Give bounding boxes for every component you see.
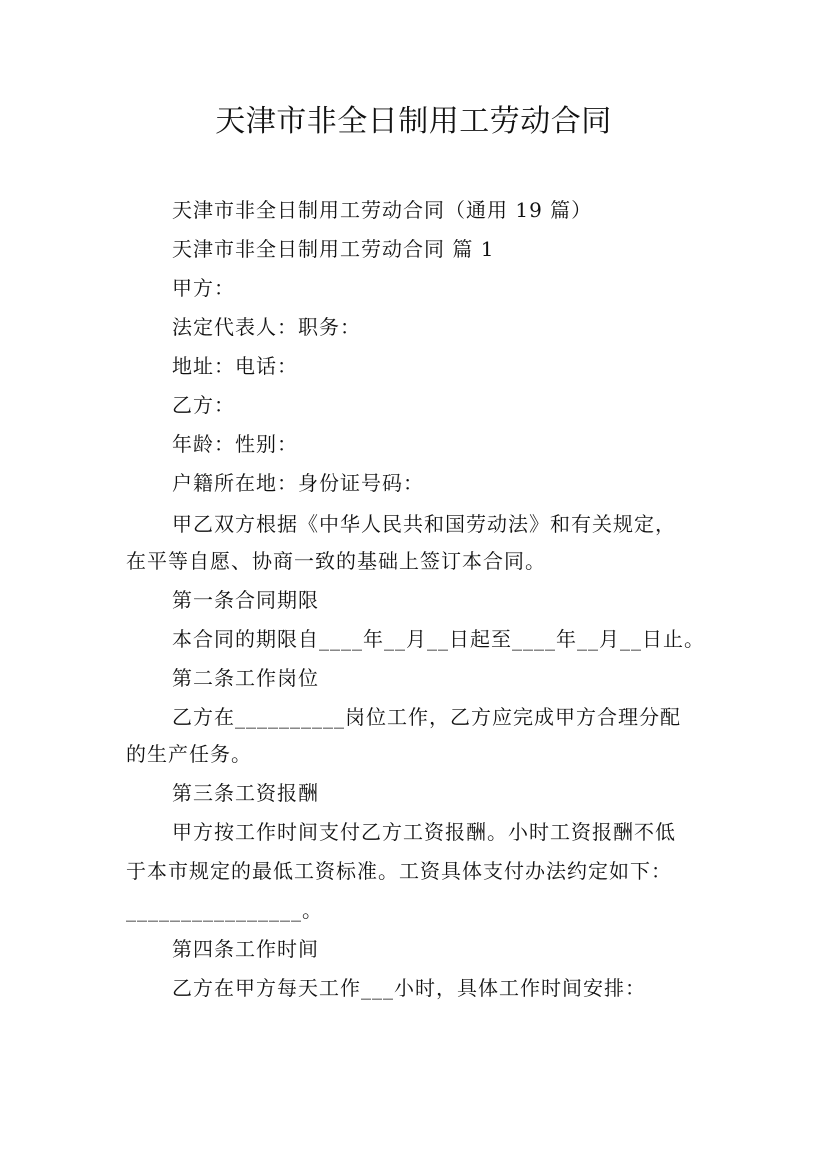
section-heading: 天津市非全日制用工劳动合同 篇 1	[172, 237, 495, 261]
age-gender-field: 年龄：性别：	[172, 432, 298, 456]
article-heading: 第二条工作岗位	[172, 666, 319, 690]
party-a-field: 甲方：	[172, 276, 235, 300]
paragraph-line: 的生产任务。	[126, 742, 252, 766]
paragraph-line: 于本市规定的最低工资标准。工资具体支付办法约定如下：	[126, 859, 672, 883]
document-title: 天津市非全日制用工劳动合同	[215, 104, 612, 139]
household-id-field: 户籍所在地：身份证号码：	[172, 471, 424, 495]
paragraph-line: ________________。	[126, 898, 323, 922]
address-phone-field: 地址：电话：	[172, 354, 298, 378]
article-heading: 第四条工作时间	[172, 937, 319, 961]
article-heading: 第一条合同期限	[172, 588, 319, 612]
party-b-field: 乙方：	[172, 393, 235, 417]
paragraph-line: 乙方在甲方每天工作___小时，具体工作时间安排：	[172, 976, 646, 1000]
paragraph-line: 在平等自愿、协商一致的基础上签订本合同。	[126, 549, 546, 573]
article-heading: 第三条工资报酬	[172, 781, 319, 805]
legal-representative-field: 法定代表人：职务：	[172, 315, 361, 339]
document-subtitle: 天津市非全日制用工劳动合同（通用 19 篇）	[172, 198, 593, 222]
paragraph-line: 甲乙双方根据《中华人民共和国劳动法》和有关规定，	[172, 512, 676, 536]
paragraph-line: 本合同的期限自____年__月__日起至____年__月__日止。	[172, 627, 705, 651]
paragraph-line: 甲方按工作时间支付乙方工资报酬。小时工资报酬不低	[172, 820, 676, 844]
paragraph-line: 乙方在__________岗位工作，乙方应完成甲方合理分配	[172, 705, 681, 729]
